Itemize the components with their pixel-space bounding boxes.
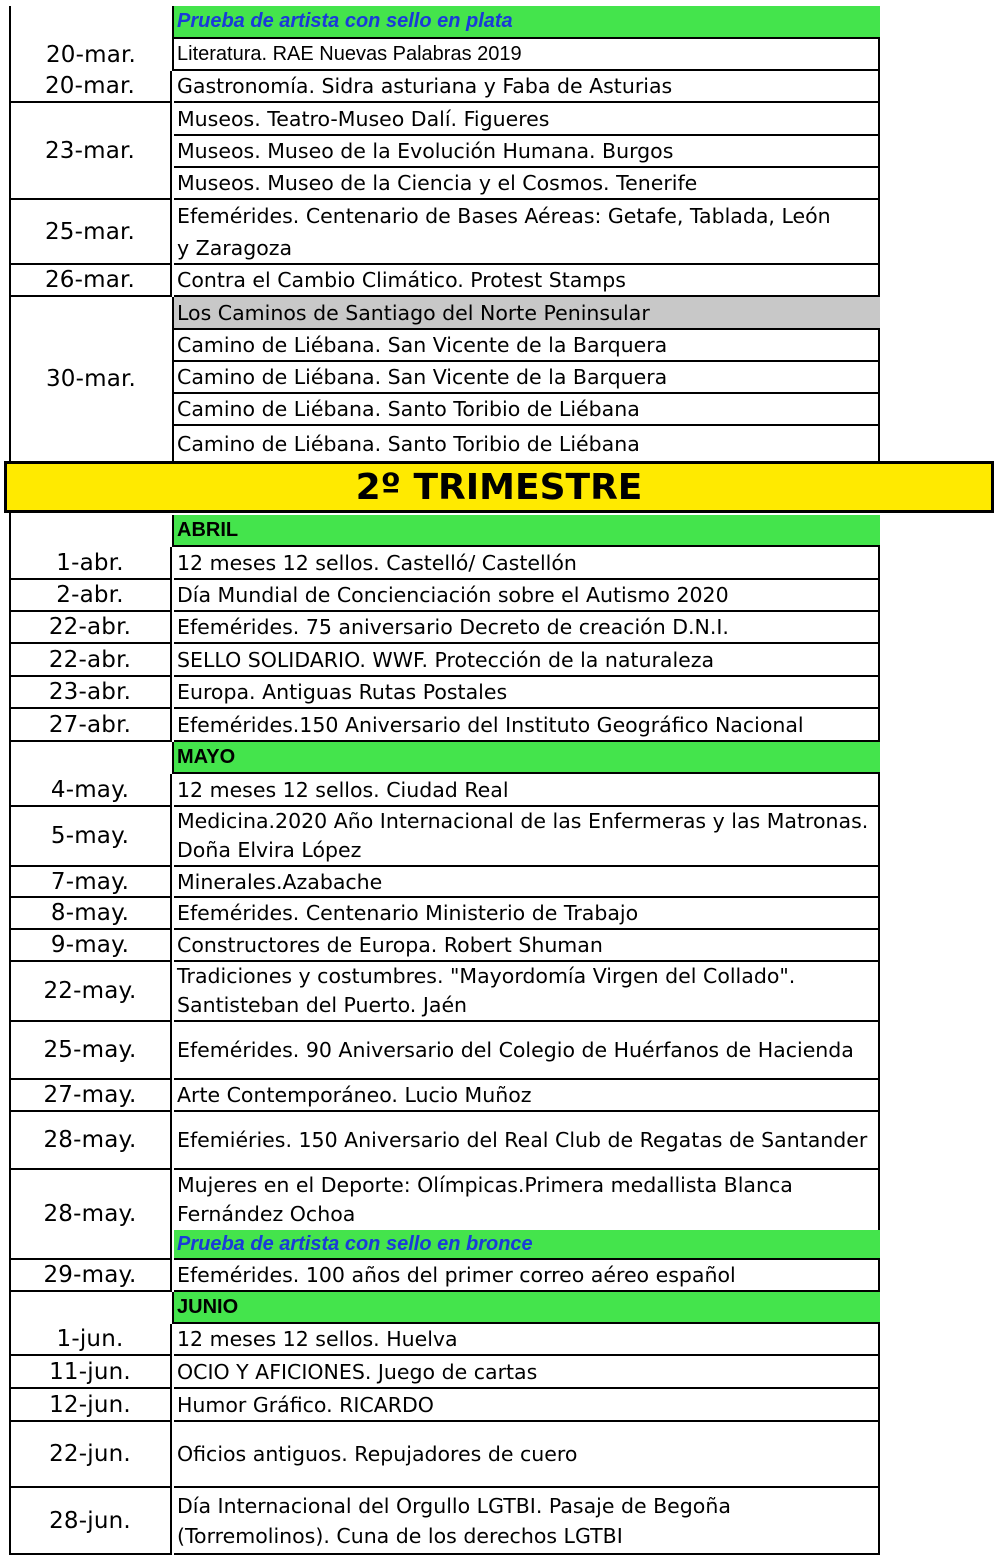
row-issue-line: Efemérides. Centenario de Bases Aéreas: Getafe, Tablada, León	[177, 203, 831, 228]
row-date: 12-jun.	[10, 1389, 172, 1422]
artista-plata-row	[10, 6, 880, 39]
month-row-junio	[10, 1292, 880, 1324]
table-row	[10, 1080, 880, 1112]
table-row	[10, 103, 880, 200]
row-date: 29-may.	[10, 1260, 172, 1292]
row-date: 22-may.	[10, 962, 172, 1022]
row-issue-line: Día Internacional del Orgullo LGTBI. Pasaje de Begoña	[177, 1493, 731, 1518]
row-date: 25-mar.	[10, 200, 172, 265]
row-date: 25-may.	[10, 1022, 172, 1080]
row-issue: Efemiéries. 150 Aniversario del Real Club de Regatas de Santander	[174, 1112, 880, 1170]
table-row	[10, 962, 880, 1022]
table-row	[10, 39, 880, 71]
month-row-abril	[10, 515, 880, 547]
table-row	[10, 1112, 880, 1170]
row-issue: Literatura. RAE Nuevas Palabras 2019	[174, 39, 880, 71]
table-row	[10, 1324, 880, 1356]
table-row	[10, 200, 880, 265]
row-date: 22-abr.	[10, 644, 172, 677]
row-issue-line: Mujeres en el Deporte: Olímpicas.Primera medallista Blanca	[177, 1173, 793, 1197]
row-issue: Camino de Liébana. Santo Toribio de Liébana	[177, 431, 640, 456]
row-date: 30-mar.	[10, 297, 174, 461]
row-date: 7-may.	[10, 867, 172, 898]
row-date: 5-may.	[10, 807, 172, 867]
table-row	[10, 807, 880, 867]
row-issue: 12 meses 12 sellos. Castelló/ Castellón	[174, 547, 880, 580]
row-issue: Camino de Liébana. San Vicente de la Barquera	[174, 330, 880, 362]
table-row	[10, 930, 880, 962]
row-issue: Efemérides. 75 aniversario Decreto de creación D.N.I.	[174, 612, 880, 644]
row-date: 20-mar.	[10, 39, 174, 71]
row-issue-line: Medicina.2020 Año Internacional de las Enfermeras y las Matronas.	[177, 809, 869, 833]
row-issue-line: Santisteban del Puerto. Jaén	[177, 993, 468, 1017]
table-row	[10, 1022, 880, 1080]
row-issue: Arte Contemporáneo. Lucio Muñoz	[174, 1080, 880, 1112]
table-row	[10, 1389, 880, 1422]
row-issue: Efemérides. 90 Aniversario del Colegio de Huérfanos de Hacienda	[174, 1022, 880, 1080]
row-issue: Humor Gráfico. RICARDO	[174, 1389, 880, 1422]
row-issue	[174, 200, 880, 265]
table-row	[10, 265, 880, 297]
row-date: 4-may.	[10, 774, 172, 807]
row-issue-line: (Torremolinos). Cuna de los derechos LGTBI	[177, 1523, 623, 1548]
table-row	[10, 71, 880, 103]
table-row	[10, 1260, 880, 1292]
row-date: 22-jun.	[10, 1422, 172, 1488]
month-row-mayo	[10, 742, 880, 774]
row-issue: Efemérides. 100 años del primer correo aéreo español	[174, 1260, 880, 1292]
row-date: 27-may.	[10, 1080, 172, 1112]
table-row	[10, 867, 880, 898]
row-date: 20-mar.	[10, 71, 172, 103]
row-issue: 12 meses 12 sellos. Huelva	[174, 1324, 880, 1356]
row-issue: Efemérides. Centenario Ministerio de Trabajo	[174, 898, 880, 930]
row-date: 8-may.	[10, 898, 172, 930]
row-issue: Camino de Liébana. San Vicente de la Barquera	[174, 362, 880, 394]
series-heading: Los Caminos de Santiago del Norte Peninsular	[174, 297, 880, 330]
row-date: 27-abr.	[10, 709, 172, 742]
row-date: 9-may.	[10, 930, 172, 962]
table-row	[10, 547, 880, 580]
row-date: 28-may.	[10, 1170, 172, 1260]
row-issue: Oficios antiguos. Repujadores de cuero	[174, 1422, 880, 1488]
row-issue	[174, 1488, 880, 1555]
row-issue: 12 meses 12 sellos. Ciudad Real	[174, 774, 880, 807]
row-issue: SELLO SOLIDARIO. WWF. Protección de la naturaleza	[174, 644, 880, 677]
row-issue: Museos. Teatro-Museo Dalí. Figueres	[174, 103, 880, 136]
row-issue: Constructores de Europa. Robert Shuman	[174, 930, 880, 962]
table-row	[10, 677, 880, 709]
row-date: 28-may.	[10, 1112, 172, 1170]
row-issue-line: Doña Elvira López	[177, 838, 362, 862]
row-date: 28-jun.	[10, 1488, 172, 1555]
trimestre-banner: 2º TRIMESTRE	[4, 461, 994, 513]
month-label: MAYO	[174, 742, 880, 774]
table-row	[10, 1170, 880, 1260]
row-issue: Camino de Liébana. Santo Toribio de Liébana	[174, 394, 880, 426]
table-row	[10, 612, 880, 644]
table-row	[10, 709, 880, 742]
row-date: 1-abr.	[10, 547, 172, 580]
table-row	[10, 1356, 880, 1389]
row-issue: OCIO Y AFICIONES. Juego de cartas	[174, 1356, 880, 1389]
row-date: 22-abr.	[10, 612, 172, 644]
row-issue: Efemérides.150 Aniversario del Instituto Geográfico Nacional	[174, 709, 880, 742]
row-issue: Gastronomía. Sidra asturiana y Faba de Asturias	[174, 71, 880, 103]
row-issue: Minerales.Azabache	[174, 867, 880, 898]
artista-bronce-label: Prueba de artista con sello en bronce	[174, 1230, 880, 1260]
table-row	[10, 297, 880, 461]
table-row	[10, 644, 880, 677]
row-issue: Museos. Museo de la Ciencia y el Cosmos. Tenerife	[174, 168, 880, 200]
table-row	[10, 1488, 880, 1555]
table-row	[10, 774, 880, 807]
row-date: 2-abr.	[10, 580, 172, 612]
table-row	[10, 580, 880, 612]
row-issue-line: y Zaragoza	[177, 235, 293, 260]
row-issue	[174, 962, 880, 1022]
row-date: 26-mar.	[10, 265, 172, 297]
table-row	[10, 1422, 880, 1488]
artista-plata-label: Prueba de artista con sello en plata	[174, 6, 880, 39]
row-date: 23-mar.	[10, 103, 172, 200]
month-label: ABRIL	[174, 515, 880, 547]
row-issue: Europa. Antiguas Rutas Postales	[174, 677, 880, 709]
row-issue-line: Tradiciones y costumbres. "Mayordomía Virgen del Collado".	[177, 964, 796, 988]
row-issue: Día Mundial de Concienciación sobre el Autismo 2020	[174, 580, 880, 612]
row-issue	[174, 807, 880, 867]
row-issue-line: Fernández Ochoa	[177, 1202, 356, 1226]
row-date: 1-jun.	[10, 1324, 172, 1356]
row-issue: Museos. Museo de la Evolución Humana. Burgos	[174, 136, 880, 168]
row-date: 23-abr.	[10, 677, 172, 709]
row-date: 11-jun.	[10, 1356, 172, 1389]
month-label: JUNIO	[174, 1292, 880, 1324]
table-row	[10, 898, 880, 930]
row-issue: Contra el Cambio Climático. Protest Stamps	[174, 265, 880, 297]
row-issue	[174, 1170, 880, 1230]
